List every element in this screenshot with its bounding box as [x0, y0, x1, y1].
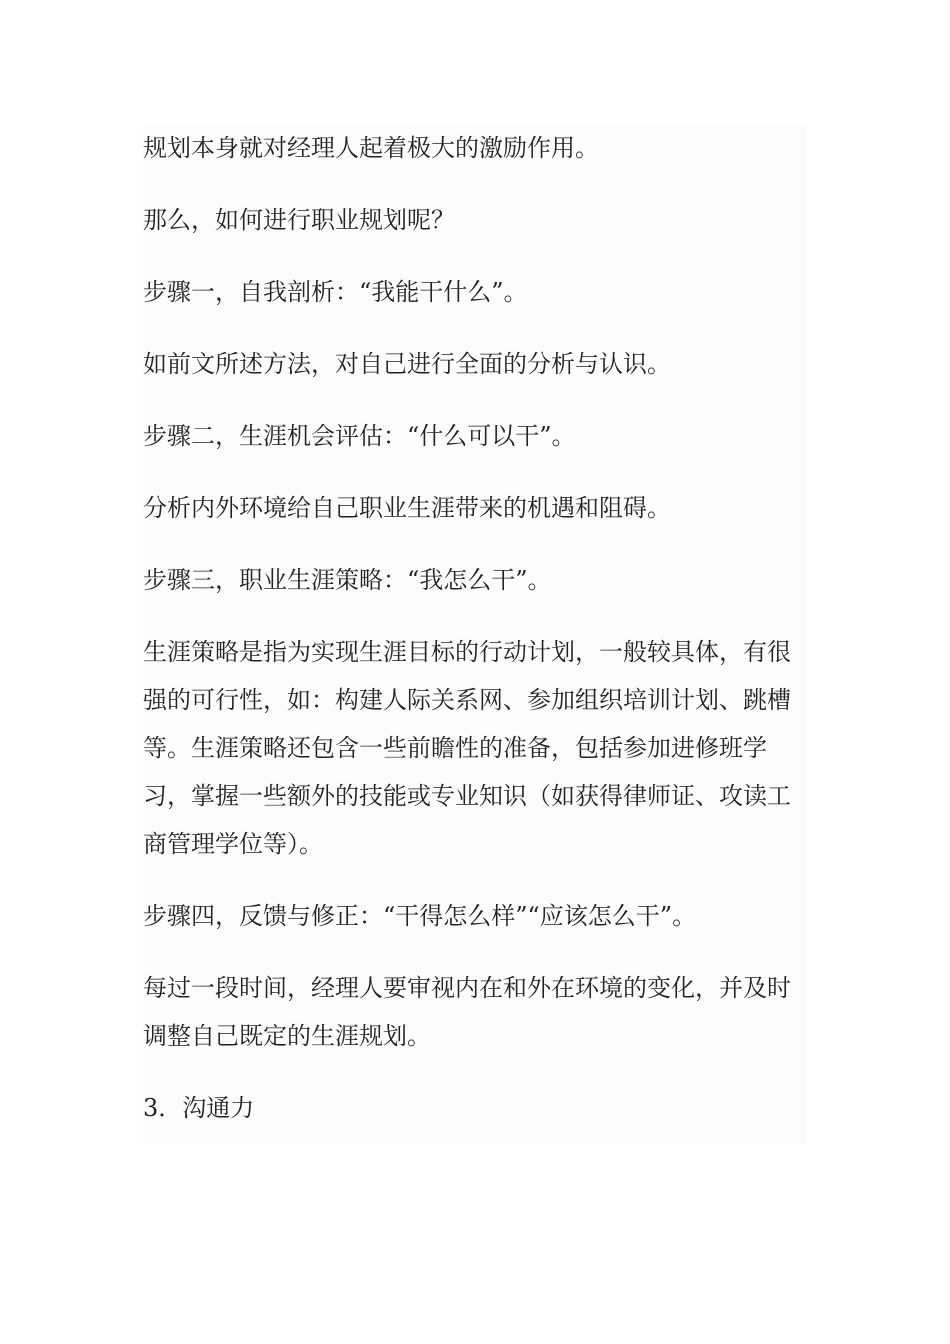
- document-body: [143, 124, 806, 1144]
- paragraph-intro-motivation: 规划本身就对经理人起着极大的激励作用。: [143, 134, 599, 162]
- step-four-heading: 步骤四，反馈与修正：“干得怎么样”“应该怎么干”。: [143, 902, 697, 930]
- step-four-text: 每过一段时间，经理人要审视内在和外在环境的变化，并及时调整自己既定的生涯规划。: [143, 974, 791, 1050]
- paragraph-question: 那么，如何进行职业规划呢？: [143, 206, 455, 234]
- step-one-heading: 步骤一，自我剖析：“我能干什么”。: [143, 278, 528, 306]
- step-two-text: 分析内外环境给自己职业生涯带来的机遇和阻碍。: [143, 494, 671, 522]
- step-three-heading: 步骤三，职业生涯策略：“我怎么干”。: [143, 566, 552, 594]
- step-three-text: 生涯策略是指为实现生涯目标的行动计划，一般较具体，有很强的可行性，如：构建人际关系网、参加组织培训计划、跳槽等。生涯策略还包含一些前瞻性的准备，包括参加进修班学习，掌握一些额外的技能或专业知识（如获得律师证、攻读工商管理学位等）。: [143, 638, 791, 858]
- step-one-text: 如前文所述方法，对自己进行全面的分析与认识。: [143, 350, 671, 378]
- section-heading-communication: 3．沟通力: [143, 1094, 255, 1122]
- step-two-heading: 步骤二，生涯机会评估：“什么可以干”。: [143, 422, 576, 450]
